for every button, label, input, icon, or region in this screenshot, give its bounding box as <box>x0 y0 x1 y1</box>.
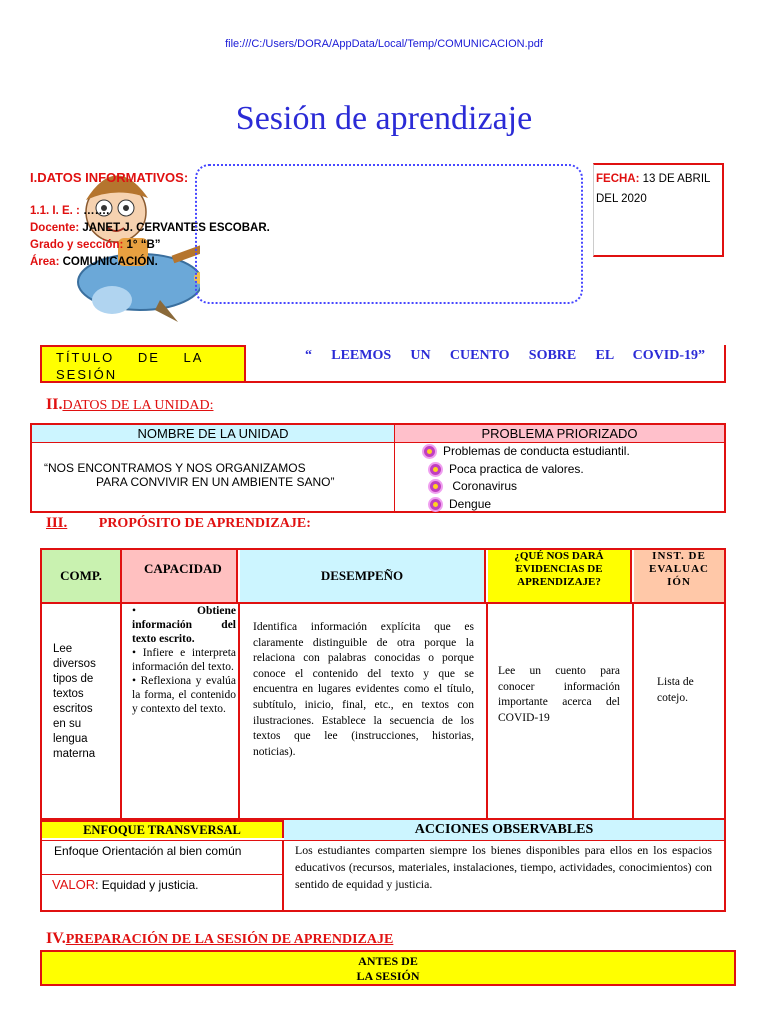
grado-line <box>30 239 161 251</box>
unidad-divider <box>394 443 395 511</box>
comp-header: COMP. <box>42 550 122 602</box>
dotted-frame <box>195 164 583 304</box>
area-value: COMUNICACIÓN. <box>62 256 158 268</box>
docente-value: JANET J. CERVANTES ESCOBAR. <box>82 222 270 234</box>
titulo-sesion-value: “ LEEMOS UN CUENTO SOBRE EL COVID-19” <box>305 348 705 363</box>
file-path-line: file:///C:/Users/DORA/AppData/Local/Temp/COMUNICACION.pdf <box>225 38 543 50</box>
area-label: Área: <box>30 256 60 268</box>
capacidad-item-3: • Reflexiona y evalúa la forma, el contenido y contexto del texto. <box>132 675 237 715</box>
capacidad-header: CAPACIDAD <box>122 550 238 602</box>
unidad-name-line1: “NOS ENCONTRAMOS Y NOS ORGANIZAMOS <box>44 461 306 475</box>
flower-icon <box>430 499 441 510</box>
grado-value: 1° “B” <box>126 239 161 251</box>
capacidad-cell <box>122 604 238 818</box>
valor-value: : Equidad y justicia. <box>95 878 199 892</box>
ie-line <box>30 205 109 217</box>
area-line <box>30 256 158 268</box>
capacidad-item-2: • Infiere e interpreta información del texto. <box>132 647 236 673</box>
section-3-title: PROPÓSITO DE APRENDIZAJE: <box>98 516 311 531</box>
problema-item: Poca practica de valores. <box>430 461 630 479</box>
problema-col-header: PROBLEMA PRIORIZADO <box>395 425 724 443</box>
capacidad-item-1: • Obtiene información del texto escrito. <box>132 605 236 645</box>
section-4-heading <box>46 930 393 948</box>
fecha-label: FECHA: <box>596 173 640 185</box>
col-rule <box>486 604 488 818</box>
valor-label: VALOR <box>52 877 96 892</box>
unidad-name-line2: PARA CONVIVIR EN UN AMBIENTE SANO” <box>96 475 335 489</box>
section-2-heading <box>46 396 213 414</box>
flower-icon <box>424 446 435 457</box>
enfoque-rule <box>42 840 724 841</box>
fecha-value: 13 DE ABRIL DEL 2020 <box>596 173 710 205</box>
enfoque-value: Enfoque Orientación al bien común <box>54 844 242 858</box>
inst-header: INST. DE EVALUACIÓN <box>634 550 724 602</box>
desempeno-value: Identifica información explícita que es claramente distinguible de otra porque la relaciona con palabras conocidas o porque conoce el contenido del texto y que se encuentra en lugares evidentes como el título, subtítulo, inicio, final, etc., en textos con ilustraciones. Establece la secuencia de los textos que lee (instrucciones, historias, noticias). <box>253 621 474 758</box>
comp-value: Lee diversos tipos de textos escritos en su lengua materna <box>53 643 96 760</box>
section-4-title: PREPARACIÓN DE LA SESIÓN DE APRENDIZAJE <box>65 932 394 947</box>
unidad-col-header: NOMBRE DE LA UNIDAD <box>32 425 395 443</box>
evidencias-header: ¿QUÉ NOS DARÁ EVIDENCIAS DE APRENDIZAJE? <box>488 550 632 602</box>
grado-label: Grado y sección: <box>30 239 124 251</box>
docente-label: Docente: <box>30 222 80 234</box>
flower-icon <box>430 464 441 475</box>
section-4-number: IV. <box>46 930 66 947</box>
acciones-header: ACCIONES OBSERVABLES <box>284 820 724 840</box>
section-2-number: II. <box>46 396 63 413</box>
desempeno-header: DESEMPEÑO <box>240 550 486 602</box>
problemas-list <box>424 443 630 513</box>
section-3-number: III. <box>46 515 68 531</box>
ie-label: 1.1. I. E. : <box>30 205 80 217</box>
acciones-value: Los estudiantes comparten siempre los bienes disponibles para ellos en los espacios educativos (recursos, materiales, instalaciones, tiempo, actividades, conocimientos) con sentido de equidad y justicia. <box>295 843 712 891</box>
titulo-sesion-label: TÍTULO DE LA SESIÓN <box>40 345 246 383</box>
valor-rule <box>42 874 282 875</box>
section-3-heading <box>46 515 311 532</box>
problema-item: Problemas de conducta estudiantil. <box>424 443 630 461</box>
problema-item: Coronavirus <box>430 478 630 496</box>
inst-value: Lista de cotejo. <box>657 676 694 704</box>
datos-informativos-heading: I.DATOS INFORMATIVOS: <box>30 170 189 185</box>
fecha-box <box>593 163 724 257</box>
problema-item: Dengue <box>430 496 630 514</box>
col-rule <box>238 604 240 818</box>
flower-icon <box>430 481 441 492</box>
col-rule <box>632 604 634 818</box>
antes-sesion-bar: ANTES DE LA SESIÓN <box>40 950 736 986</box>
valor-line <box>52 877 199 892</box>
ie-value: ……. <box>83 205 110 217</box>
enfoque-col-rule <box>282 840 284 910</box>
section-2-title: DATOS DE LA UNIDAD: <box>62 398 214 413</box>
evidencia-value: Lee un cuento para conocer información importante acerca del COVID-19 <box>498 665 620 724</box>
page-title: Sesión de aprendizaje <box>235 100 533 137</box>
enfoque-header: ENFOQUE TRANSVERSAL <box>42 822 284 838</box>
